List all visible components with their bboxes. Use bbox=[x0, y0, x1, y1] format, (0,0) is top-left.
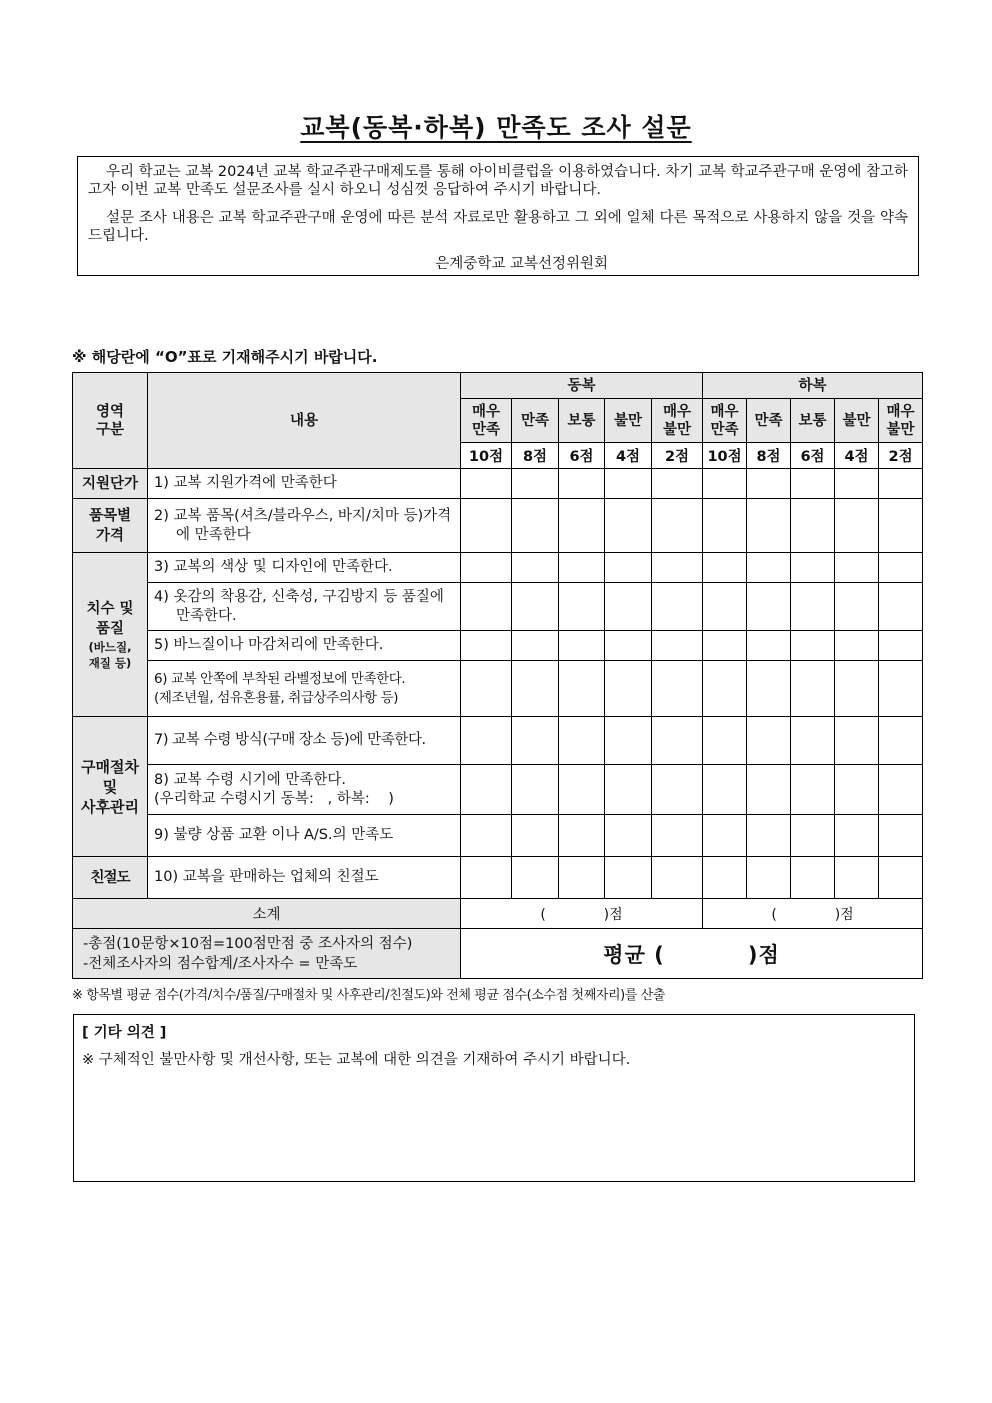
answer-cell[interactable] bbox=[703, 717, 747, 765]
answer-cell[interactable] bbox=[461, 469, 512, 499]
rating-points: 8점 bbox=[512, 443, 559, 469]
rating-points: 8점 bbox=[747, 443, 791, 469]
answer-cell[interactable] bbox=[605, 631, 652, 661]
answer-cell[interactable] bbox=[879, 499, 923, 553]
answer-cell[interactable] bbox=[512, 499, 559, 553]
answer-cell[interactable] bbox=[461, 815, 512, 857]
rating-points: 2점 bbox=[652, 443, 703, 469]
rating-points: 10점 bbox=[461, 443, 512, 469]
answer-cell[interactable] bbox=[835, 631, 879, 661]
question-6-sub: (제조년월, 섬유혼용률, 취급상주의사항 등) bbox=[154, 689, 399, 706]
category-support-price: 지원단가 bbox=[73, 469, 148, 499]
answer-cell[interactable] bbox=[559, 717, 605, 765]
question-5: 5) 바느질이나 마감처리에 만족한다. bbox=[148, 631, 461, 661]
category-item-price: 품목별 가격 bbox=[73, 499, 148, 553]
answer-cell[interactable] bbox=[512, 553, 559, 583]
answer-cell[interactable] bbox=[791, 499, 835, 553]
answer-cell[interactable] bbox=[703, 469, 747, 499]
answer-cell[interactable] bbox=[791, 469, 835, 499]
answer-cell[interactable] bbox=[559, 583, 605, 631]
answer-cell[interactable] bbox=[605, 553, 652, 583]
answer-cell[interactable] bbox=[879, 717, 923, 765]
answer-cell[interactable] bbox=[791, 661, 835, 717]
question-row-9 bbox=[73, 815, 923, 857]
answer-cell[interactable] bbox=[559, 553, 605, 583]
intro-paragraph-1: 우리 학교는 교복 2024년 교복 학교주관구매제도를 통해 아이비클럽을 이용하였습니다. 차기 교복 학교주관구매 운영에 참고하고자 이번 교복 만족도 설문조사를 실시 하오니 성심껏 응답하여 주시기 바랍니다. bbox=[88, 164, 908, 198]
answer-cell[interactable] bbox=[461, 631, 512, 661]
rating-points: 4점 bbox=[835, 443, 879, 469]
question-8-sub: (우리학교 수령시기 동복: , 하복: ) bbox=[154, 790, 394, 807]
answer-cell[interactable] bbox=[791, 765, 835, 815]
rating-label: 매우 만족 bbox=[703, 399, 747, 443]
answer-cell[interactable] bbox=[461, 499, 512, 553]
answer-cell[interactable] bbox=[879, 765, 923, 815]
question-6-text: 6) 교복 안쪽에 부착된 라벨정보에 만족한다. bbox=[154, 670, 406, 687]
question-9: 9) 불량 상품 교환 이나 A/S.의 만족도 bbox=[148, 815, 461, 857]
answer-cell[interactable] bbox=[652, 631, 703, 661]
answer-cell[interactable] bbox=[879, 583, 923, 631]
total-line-2: -전체조사자의 점수합계/조사자수 = 만족도 bbox=[83, 955, 358, 972]
answer-cell[interactable] bbox=[559, 815, 605, 857]
question-row-2 bbox=[73, 499, 923, 553]
question-row-8 bbox=[73, 765, 923, 815]
rating-label: 매우 불만 bbox=[652, 399, 703, 443]
header-summer: 하복 bbox=[703, 373, 923, 399]
survey-table bbox=[72, 372, 923, 979]
header-content: 내용 bbox=[148, 373, 461, 469]
answer-cell[interactable] bbox=[747, 553, 791, 583]
answer-cell[interactable] bbox=[879, 661, 923, 717]
answer-cell[interactable] bbox=[879, 857, 923, 899]
question-row-3 bbox=[73, 553, 923, 583]
question-10: 10) 교복을 판매하는 업체의 친절도 bbox=[148, 857, 461, 899]
category-kindness: 친절도 bbox=[73, 857, 148, 899]
answer-cell[interactable] bbox=[605, 499, 652, 553]
answer-cell[interactable] bbox=[703, 553, 747, 583]
instruction-text: ※ 해당란에 “O”표로 기재해주시기 바랍니다. bbox=[72, 348, 378, 366]
answer-cell[interactable] bbox=[835, 815, 879, 857]
question-row-7 bbox=[73, 717, 923, 765]
rating-points: 6점 bbox=[559, 443, 605, 469]
question-row-6 bbox=[73, 661, 923, 717]
answer-cell[interactable] bbox=[512, 815, 559, 857]
page-title: 교복(동복·하복) 만족도 조사 설문 bbox=[300, 113, 692, 142]
answer-cell[interactable] bbox=[791, 631, 835, 661]
answer-cell[interactable] bbox=[461, 583, 512, 631]
intro-paragraph-2: 설문 조사 내용은 교복 학교주관구매 운영에 따른 분석 자료로만 활용하고 그 외에 일체 다른 목적으로 사용하지 않을 것을 약속드립니다. bbox=[88, 210, 908, 244]
answer-cell[interactable] bbox=[835, 857, 879, 899]
answer-cell[interactable] bbox=[559, 857, 605, 899]
answer-cell[interactable] bbox=[835, 553, 879, 583]
answer-cell[interactable] bbox=[605, 717, 652, 765]
rating-points: 2점 bbox=[879, 443, 923, 469]
answer-cell[interactable] bbox=[879, 815, 923, 857]
rating-label: 불만 bbox=[605, 399, 652, 443]
answer-cell[interactable] bbox=[791, 583, 835, 631]
answer-cell[interactable] bbox=[605, 469, 652, 499]
intro-signature: 은계중학교 교복선정위원회 bbox=[435, 256, 608, 272]
answer-cell[interactable] bbox=[605, 765, 652, 815]
intro-box bbox=[77, 156, 919, 276]
opinion-instruction: ※ 구체적인 불만사항 및 개선사항, 또는 교복에 대한 의견을 기재하여 주시기 바랍니다. bbox=[82, 1052, 631, 1068]
rating-points: 4점 bbox=[605, 443, 652, 469]
question-row-5 bbox=[73, 631, 923, 661]
answer-cell[interactable] bbox=[703, 661, 747, 717]
opinion-title: [ 기타 의견 ] bbox=[82, 1025, 167, 1041]
answer-cell[interactable] bbox=[791, 717, 835, 765]
answer-cell[interactable] bbox=[512, 469, 559, 499]
rating-label: 보통 bbox=[791, 399, 835, 443]
answer-cell[interactable] bbox=[835, 765, 879, 815]
answer-cell[interactable] bbox=[747, 717, 791, 765]
subtotal-summer[interactable]: ( )점 bbox=[703, 899, 923, 929]
answer-cell[interactable] bbox=[512, 857, 559, 899]
answer-cell[interactable] bbox=[703, 765, 747, 815]
answer-cell[interactable] bbox=[747, 631, 791, 661]
answer-cell[interactable] bbox=[652, 661, 703, 717]
answer-cell[interactable] bbox=[652, 857, 703, 899]
answer-cell[interactable] bbox=[652, 583, 703, 631]
answer-cell[interactable] bbox=[605, 815, 652, 857]
opinion-box[interactable] bbox=[73, 1014, 915, 1182]
answer-cell[interactable] bbox=[559, 469, 605, 499]
answer-cell[interactable] bbox=[652, 815, 703, 857]
rating-label: 불만 bbox=[835, 399, 879, 443]
answer-cell[interactable] bbox=[879, 631, 923, 661]
category-size-quality-sub: (바느질, 재질 등) bbox=[88, 639, 132, 670]
answer-cell[interactable] bbox=[703, 583, 747, 631]
rating-label: 만족 bbox=[512, 399, 559, 443]
answer-cell[interactable] bbox=[835, 469, 879, 499]
answer-cell[interactable] bbox=[835, 583, 879, 631]
answer-cell[interactable] bbox=[703, 499, 747, 553]
answer-cell[interactable] bbox=[835, 661, 879, 717]
rating-label: 매우 불만 bbox=[879, 399, 923, 443]
total-label bbox=[73, 929, 461, 979]
answer-cell[interactable] bbox=[747, 499, 791, 553]
question-8-text: 8) 교복 수령 시기에 만족한다. bbox=[154, 771, 347, 788]
answer-cell[interactable] bbox=[747, 583, 791, 631]
answer-cell[interactable] bbox=[703, 631, 747, 661]
question-row-4 bbox=[73, 583, 923, 631]
answer-cell[interactable] bbox=[747, 815, 791, 857]
answer-cell[interactable] bbox=[652, 553, 703, 583]
question-4: 4) 옷감의 착용감, 신축성, 구김방지 등 품질에 만족한다. bbox=[148, 583, 461, 631]
rating-points: 6점 bbox=[791, 443, 835, 469]
answer-cell[interactable] bbox=[652, 717, 703, 765]
answer-cell[interactable] bbox=[791, 553, 835, 583]
answer-cell[interactable] bbox=[605, 583, 652, 631]
question-row-10 bbox=[73, 857, 923, 899]
rating-label: 보통 bbox=[559, 399, 605, 443]
question-6 bbox=[148, 661, 461, 717]
answer-cell[interactable] bbox=[461, 765, 512, 815]
category-purchase: 구매절차 및 사후관리 bbox=[73, 717, 148, 857]
answer-cell[interactable] bbox=[461, 553, 512, 583]
answer-cell[interactable] bbox=[559, 499, 605, 553]
average-score[interactable]: 평균 ( )점 bbox=[461, 929, 923, 979]
question-8 bbox=[148, 765, 461, 815]
answer-cell[interactable] bbox=[791, 815, 835, 857]
answer-cell[interactable] bbox=[605, 661, 652, 717]
answer-cell[interactable] bbox=[652, 469, 703, 499]
rating-points: 10점 bbox=[703, 443, 747, 469]
category-size-quality-label: 치수 및 품질 bbox=[86, 600, 134, 637]
answer-cell[interactable] bbox=[652, 765, 703, 815]
subtotal-row bbox=[73, 899, 923, 929]
answer-cell[interactable] bbox=[461, 857, 512, 899]
answer-cell[interactable] bbox=[791, 857, 835, 899]
calculation-note: ※ 항목별 평균 점수(가격/치수/품질/구매절차 및 사후관리/친절도)와 전체 평균 점수(소수점 첫째자리)를 산출 bbox=[72, 988, 666, 1003]
question-3: 3) 교복의 색상 및 디자인에 만족한다. bbox=[148, 553, 461, 583]
answer-cell[interactable] bbox=[461, 717, 512, 765]
answer-cell[interactable] bbox=[512, 661, 559, 717]
answer-cell[interactable] bbox=[835, 717, 879, 765]
rating-label: 매우 만족 bbox=[461, 399, 512, 443]
total-line-1: -총점(10문항×10점=100점만점 중 조사자의 점수) bbox=[83, 935, 413, 952]
subtotal-label: 소계 bbox=[73, 899, 461, 929]
answer-cell[interactable] bbox=[559, 631, 605, 661]
answer-cell[interactable] bbox=[879, 469, 923, 499]
answer-cell[interactable] bbox=[652, 499, 703, 553]
answer-cell[interactable] bbox=[461, 661, 512, 717]
answer-cell[interactable] bbox=[512, 765, 559, 815]
question-2: 2) 교복 품목(셔츠/블라우스, 바지/치마 등)가격에 만족한다 bbox=[148, 499, 461, 553]
answer-cell[interactable] bbox=[835, 499, 879, 553]
header-area: 영역 구분 bbox=[73, 373, 148, 469]
answer-cell[interactable] bbox=[605, 857, 652, 899]
category-size-quality bbox=[73, 553, 148, 717]
answer-cell[interactable] bbox=[703, 815, 747, 857]
answer-cell[interactable] bbox=[559, 765, 605, 815]
question-7: 7) 교복 수령 방식(구매 장소 등)에 만족한다. bbox=[148, 717, 461, 765]
answer-cell[interactable] bbox=[512, 583, 559, 631]
answer-cell[interactable] bbox=[703, 857, 747, 899]
answer-cell[interactable] bbox=[747, 765, 791, 815]
answer-cell[interactable] bbox=[747, 661, 791, 717]
answer-cell[interactable] bbox=[559, 661, 605, 717]
answer-cell[interactable] bbox=[747, 857, 791, 899]
answer-cell[interactable] bbox=[512, 631, 559, 661]
answer-cell[interactable] bbox=[747, 469, 791, 499]
rating-label: 만족 bbox=[747, 399, 791, 443]
question-1: 1) 교복 지원가격에 만족한다 bbox=[148, 469, 461, 499]
question-row-1 bbox=[73, 469, 923, 499]
answer-cell[interactable] bbox=[879, 553, 923, 583]
header-winter: 동복 bbox=[461, 373, 703, 399]
total-row bbox=[73, 929, 923, 979]
answer-cell[interactable] bbox=[512, 717, 559, 765]
subtotal-winter[interactable]: ( )점 bbox=[461, 899, 703, 929]
